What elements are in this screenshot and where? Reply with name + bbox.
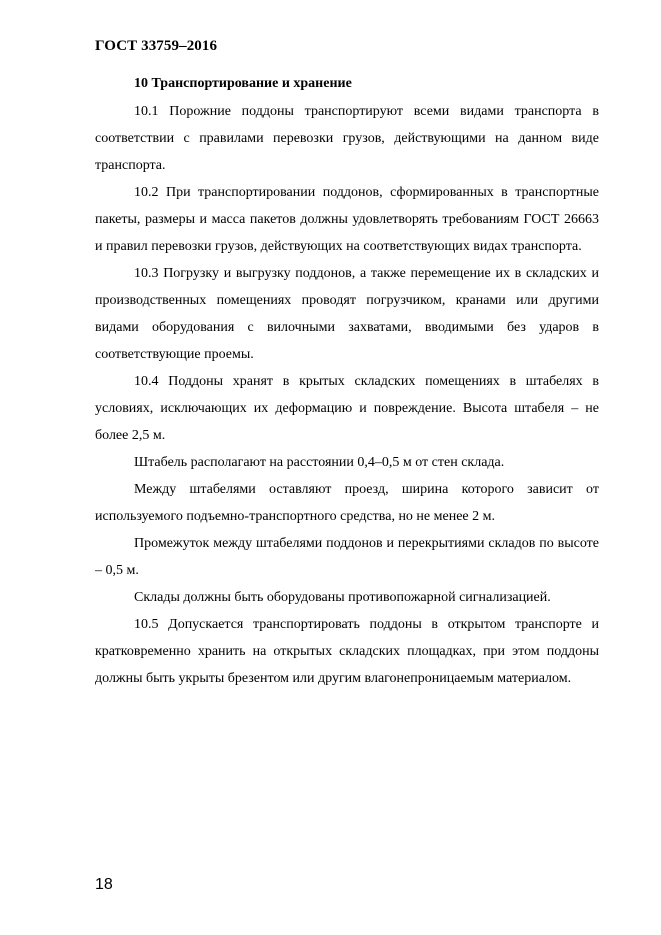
page-number: 18 bbox=[95, 876, 113, 893]
section-title: 10 Транспортирование и хранение bbox=[134, 76, 352, 91]
paragraph-fire-alarm: Склады должны быть оборудованы противопожарной сигнализацией. bbox=[134, 590, 551, 605]
paragraph-ceiling-gap: Промежуток между штабелями поддонов и перекрытиями складов по высоте – 0,5 м. bbox=[95, 536, 599, 578]
paragraph-10-2: 10.2 При транспортировании поддонов, сформированных в транспортные пакеты, размеры и масса пакетов должны удовлетворять требованиям ГОСТ 26663 и правил перевозки грузов, действующих на соответствующих видах транспорта. bbox=[95, 185, 599, 254]
paragraph-passage-width: Между штабелями оставляют проезд, ширина которого зависит от используемого подъемно-транспортного средства, но не менее 2 м. bbox=[95, 482, 599, 524]
paragraph-10-5: 10.5 Допускается транспортировать поддоны в открытом транспорте и кратковременно хранить на открытых складских площадках, при этом поддоны должны быть укрыты брезентом или другим влагонепроницаемым материалом. bbox=[95, 617, 599, 686]
section-body bbox=[95, 98, 599, 692]
document-header: ГОСТ 33759–2016 bbox=[95, 38, 218, 54]
paragraph-stack-distance: Штабель располагают на расстоянии 0,4–0,5 м от стен склада. bbox=[134, 455, 505, 470]
paragraph-10-4: 10.4 Поддоны хранят в крытых складских помещениях в штабелях в условиях, исключающих их деформацию и повреждение. Высота штабеля – не более 2,5 м. bbox=[95, 374, 599, 443]
paragraph-10-3: 10.3 Погрузку и выгрузку поддонов, а также перемещение их в складских и производственных помещениях проводят погрузчиком, кранами или другими видами оборудования с вилочными захватами, вводимыми без ударов в соответствующие проемы. bbox=[95, 266, 599, 362]
paragraph-10-1: 10.1 Порожние поддоны транспортируют всеми видами транспорта в соответствии с правилами перевозки грузов, действующими на данном виде транспорта. bbox=[95, 104, 599, 173]
